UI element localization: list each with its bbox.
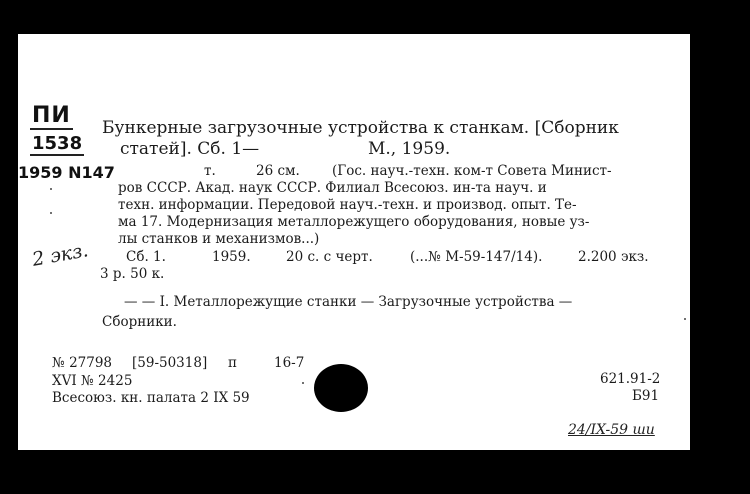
ink-speck xyxy=(50,188,52,190)
subject-line2: Сборники. xyxy=(102,314,177,330)
card-number: № 27798 xyxy=(52,355,113,371)
ink-speck xyxy=(684,318,686,320)
ink-speck xyxy=(50,212,52,214)
desc-print-run: 2.200 экз. xyxy=(578,249,649,265)
order-number: [59-50318] xyxy=(132,355,208,371)
desc-volumes: т. xyxy=(204,163,216,179)
copies-note: 2 экз. xyxy=(30,239,91,271)
desc-line4: ма 17. Модернизация металлорежущего оборудования, новые уз- xyxy=(118,214,590,230)
desc-size: 26 см. xyxy=(256,163,300,179)
desc-pages: 20 с. с черт. xyxy=(286,249,373,265)
desc-part: Сб. 1. xyxy=(126,249,166,265)
call-number-line2: 1538 xyxy=(32,133,83,154)
ink-speck xyxy=(302,382,304,384)
title-line2-start: статей]. Сб. 1— xyxy=(120,139,260,159)
desc-series-start: (Гос. науч.-техн. ком-т Совета Минист- xyxy=(332,163,612,179)
registry-number: XVI № 2425 xyxy=(52,373,133,389)
catalog-card xyxy=(18,34,690,450)
subject-line1: — — I. Металлорежущие станки — Загрузочные устройства — xyxy=(124,294,573,310)
handwritten-date: 24/IX-59 ши xyxy=(568,422,655,438)
footer-code: 16-7 xyxy=(274,355,305,371)
title-line2-imprint: М., 1959. xyxy=(368,139,451,159)
desc-year: 1959. xyxy=(212,249,251,265)
author-mark: Б91 xyxy=(632,388,660,404)
footer-letter: п xyxy=(228,355,237,371)
title-line1: Бункерные загрузочные устройства к станкам. [Сборник xyxy=(102,118,619,138)
desc-number: (...№ М-59-147/14). xyxy=(410,249,543,265)
punch-hole xyxy=(314,364,368,412)
call-number-line1: ПИ xyxy=(32,103,71,128)
call-number-line3: 1959 N147 xyxy=(18,163,115,182)
chamber-date: Всесоюз. кн. палата 2 IX 59 xyxy=(52,390,250,406)
desc-price: 3 р. 50 к. xyxy=(100,266,165,282)
desc-line3: техн. информации. Передовой науч.-техн. и производ. опыт. Те- xyxy=(118,197,577,213)
desc-line5: лы станков и механизмов...) xyxy=(118,231,320,247)
desc-line2: ров СССР. Акад. наук СССР. Филиал Всесоюз. ин-та науч. и xyxy=(118,180,547,196)
udc-class-number: 621.91-2 xyxy=(600,371,661,387)
